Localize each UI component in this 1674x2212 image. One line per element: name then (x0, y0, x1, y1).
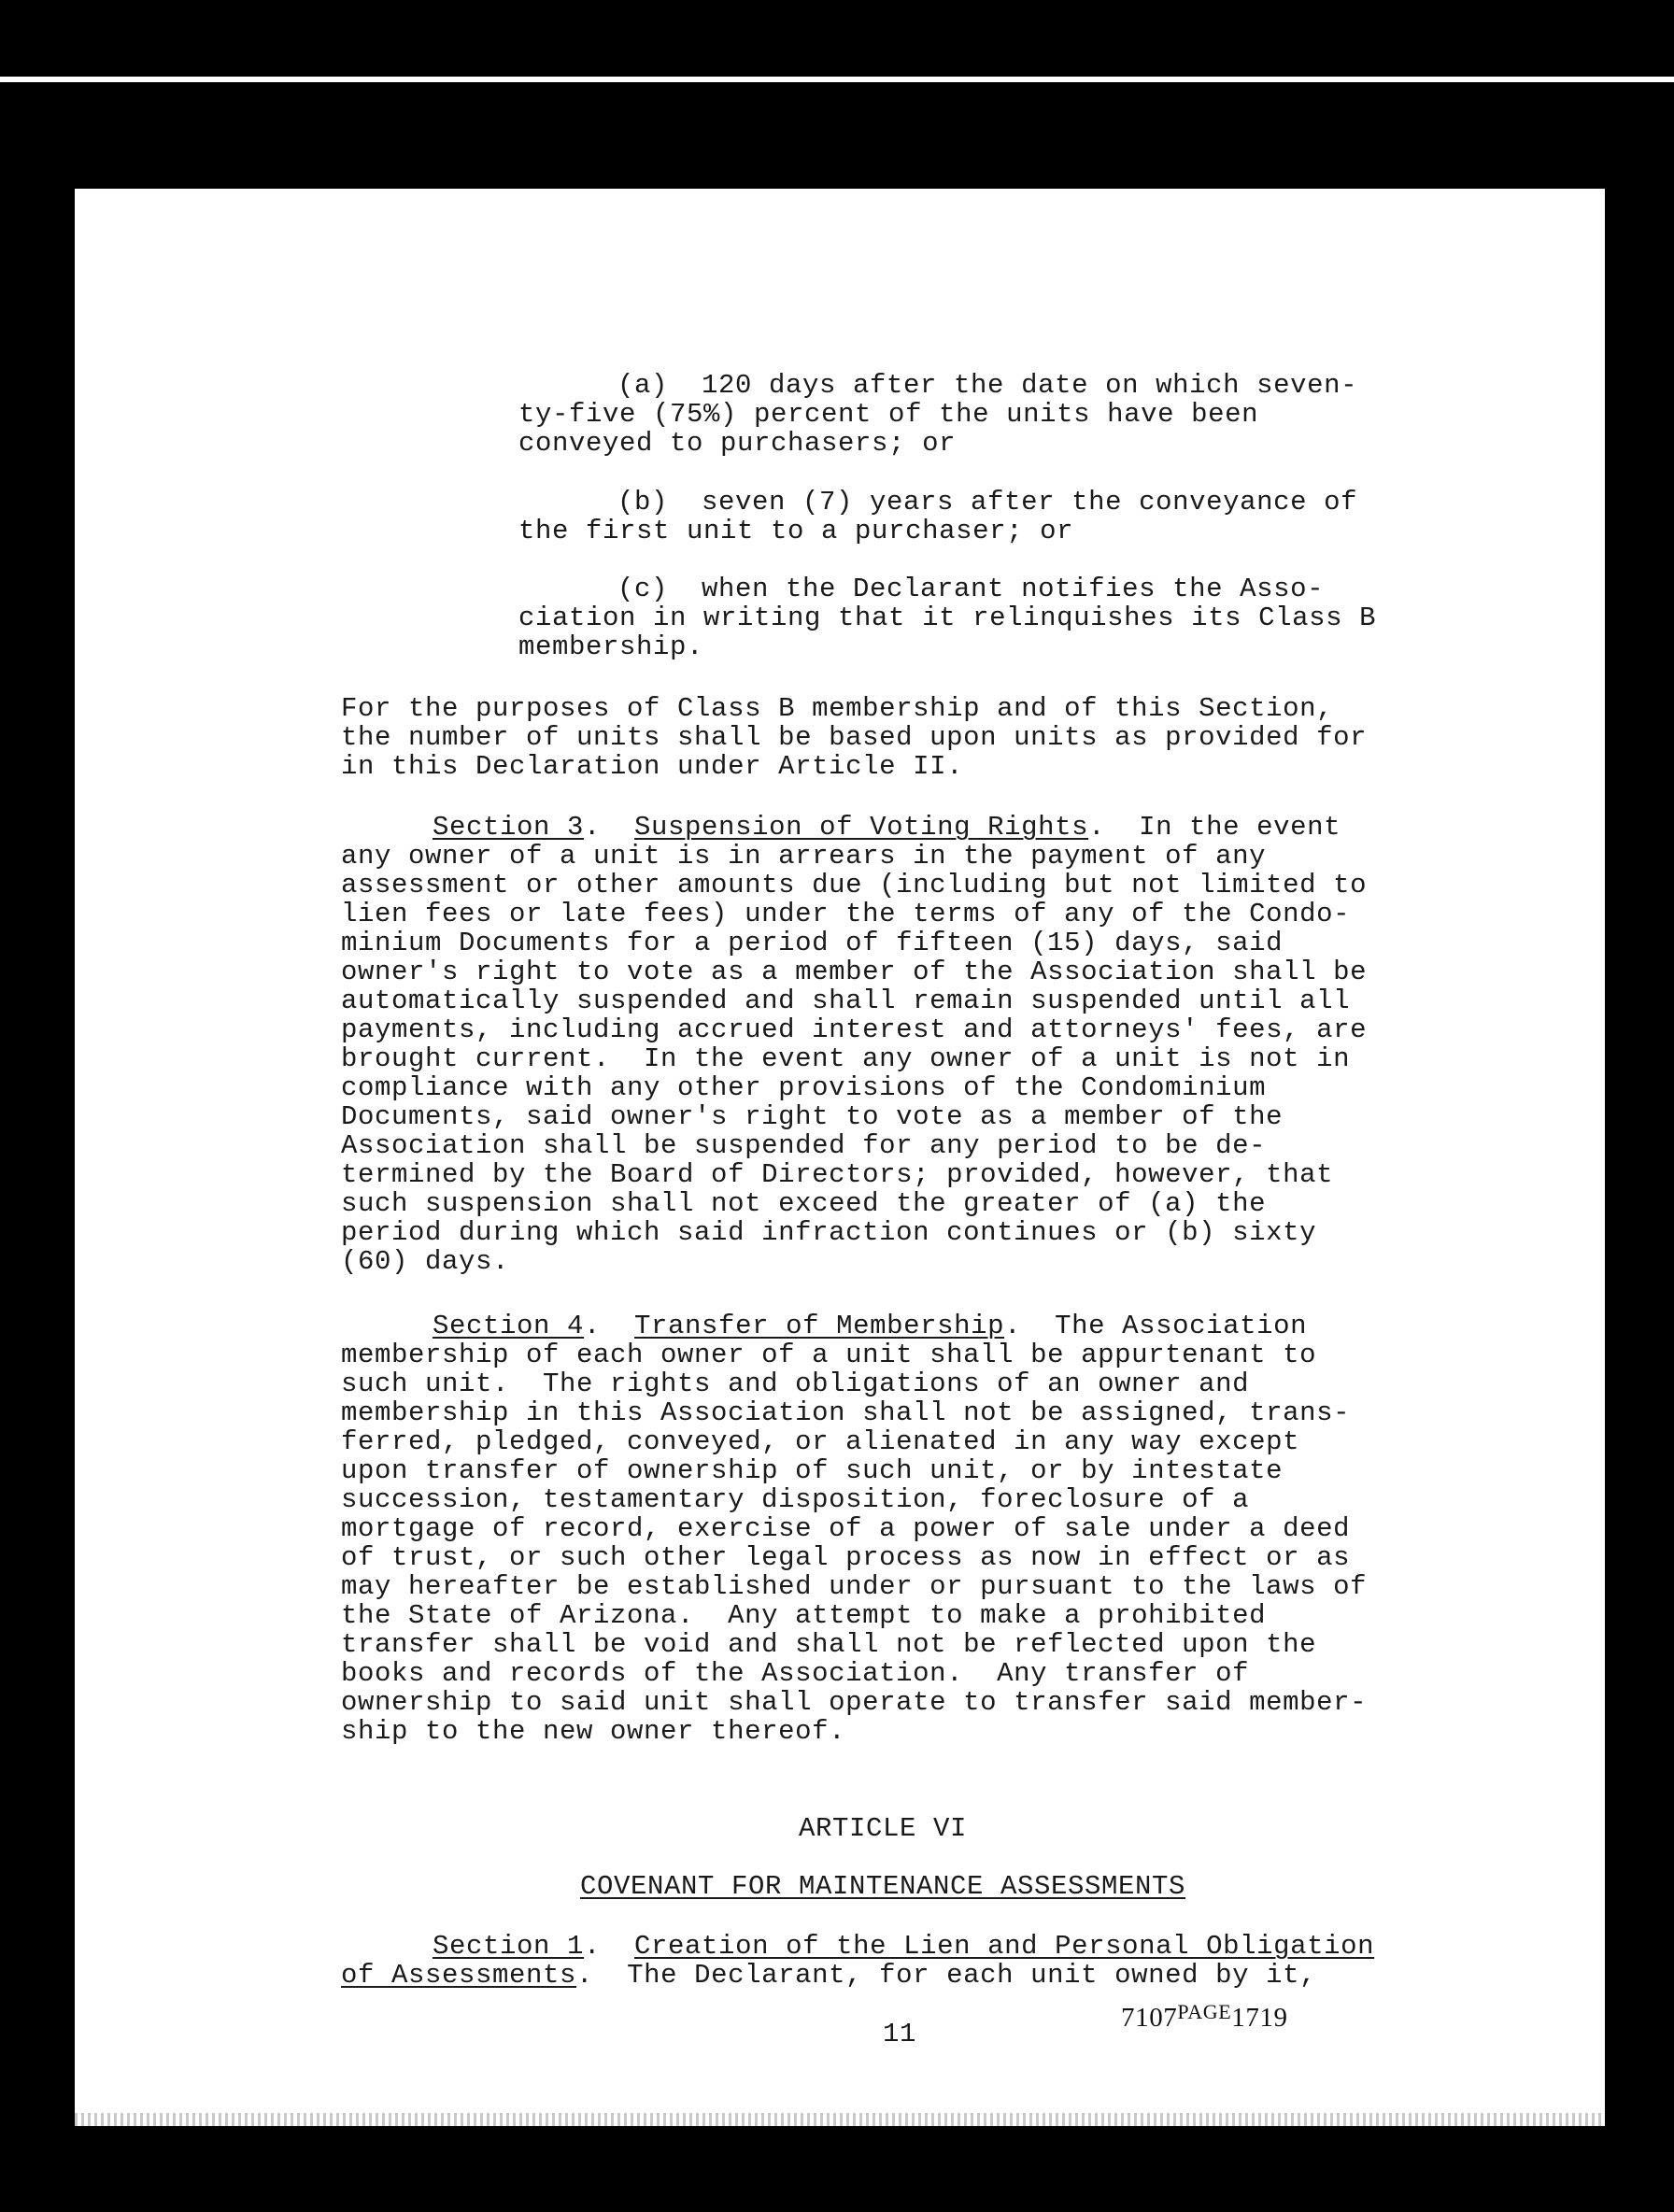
section-3-line: Association shall be suspended for any period to be de- (341, 1130, 1267, 1161)
section-4-line: ferred, pledged, conveyed, or alienated in any way except (341, 1426, 1300, 1457)
section-4-line: membership of each owner of a unit shall be appurtenant to (341, 1340, 1317, 1370)
recording-stamp (1121, 1997, 1288, 2034)
section-4-first-tail: The Association (1055, 1311, 1308, 1341)
article-section-1-number: Section 1 (433, 1931, 585, 1962)
item-c-line-2: ciation in writing that it relinquishes its Class B (518, 603, 1377, 633)
article-section-1-line-2: of Assessments. The Declarant, for each unit owned by it, (341, 1960, 1317, 1991)
section-3-line: owner's right to vote as a member of the Association shall be (341, 957, 1368, 987)
section-4-line: succession, testamentary disposition, foreclosure of a (341, 1484, 1250, 1515)
section-4-line: mortgage of record, exercise of a power of sale under a deed (341, 1513, 1351, 1544)
item-a-line-2: ty-five (75%) percent of the units have been (518, 399, 1259, 430)
section-3-line: payments, including accrued interest and attorneys' fees, are (341, 1014, 1368, 1045)
purposes-line-1: For the purposes of Class B membership and of this Section, (341, 693, 1334, 724)
section-3-line: any owner of a unit is in arrears in the payment of any (341, 841, 1267, 872)
section-4-line: such unit. The rights and obligations of an owner and (341, 1368, 1250, 1399)
article-subheading: COVENANT FOR MAINTENANCE ASSESSMENTS (579, 1871, 1186, 1902)
article-section-1-heading: Section 1. Creation of the Lien and Personal Obligation (433, 1931, 1375, 1962)
item-c-line-3: membership. (518, 631, 704, 662)
section-3-heading: Section 3. Suspension of Voting Rights. In the event (433, 812, 1341, 843)
section-4-line: the State of Arizona. Any attempt to make a prohibited (341, 1600, 1267, 1631)
section-3-line: period during which said infraction continues or (b) sixty (341, 1217, 1317, 1248)
section-3-line: lien fees or late fees) under the terms of any of the Condo- (341, 899, 1351, 929)
section-3-line: such suspension shall not exceed the greater of (a) the (341, 1188, 1267, 1219)
section-3-line: Documents, said owner's right to vote as a member of the (341, 1101, 1284, 1132)
item-b-line-1: (b) seven (7) years after the conveyance of (617, 487, 1358, 518)
section-4-title: Transfer of Membership (634, 1311, 1005, 1341)
item-c-line-1: (c) when the Declarant notifies the Asso- (617, 574, 1325, 604)
section-3-line: automatically suspended and shall remain suspended until all (341, 985, 1351, 1016)
section-3-line: termined by the Board of Directors; provided, however, that (341, 1159, 1334, 1190)
section-4-line: transfer shall be void and shall not be reflected upon the (341, 1629, 1317, 1660)
article-section-1-tail: The Declarant, for each unit owned by it, (627, 1960, 1317, 1991)
purposes-line-2: the number of units shall be based upon units as provided for (341, 722, 1368, 753)
section-4-line: books and records of the Association. Any transfer of (341, 1658, 1250, 1689)
section-4-line: may hereafter be established under or pursuant to the laws of (341, 1571, 1368, 1602)
section-3-line: assessment or other amounts due (including but not limited to (341, 870, 1368, 900)
stamp-page-number: 1719 (1231, 2003, 1288, 2033)
page-number: 11 (883, 2019, 917, 2049)
article-section-1-title-part-1: Creation of the Lien and Personal Obligation (634, 1931, 1375, 1962)
section-3-line: brought current. In the event any owner of a unit is not in (341, 1043, 1351, 1074)
article-heading: ARTICLE VI (798, 1813, 968, 1844)
article-section-1-title-part-2: of Assessments (341, 1960, 577, 1991)
item-b-line-2: the first unit to a purchaser; or (518, 516, 1074, 546)
section-4-heading: Section 4. Transfer of Membership. The Association (433, 1311, 1308, 1341)
section-3-number: Section 3 (433, 812, 585, 843)
section-4-line: of trust, or such other legal process as now in effect or as (341, 1542, 1351, 1573)
section-4-line: ownership to said unit shall operate to transfer said member- (341, 1687, 1368, 1718)
section-4-number: Section 4 (433, 1311, 585, 1341)
section-3-title: Suspension of Voting Rights (634, 812, 1089, 843)
section-3-first-tail: In the event (1139, 812, 1341, 843)
stamp-page-label: PAGE (1177, 2000, 1232, 2023)
section-4-line: ship to the new owner thereof. (341, 1716, 846, 1747)
item-a-line-1: (a) 120 days after the date on which seven- (617, 370, 1358, 401)
section-4-line: upon transfer of ownership of such unit, or by intestate (341, 1455, 1284, 1486)
section-3-line: minium Documents for a period of fifteen (15) days, said (341, 928, 1284, 958)
stamp-book-number: 7107 (1121, 2003, 1178, 2033)
section-3-line: compliance with any other provisions of the Condominium (341, 1072, 1267, 1103)
purposes-line-3: in this Declaration under Article II. (341, 751, 964, 782)
section-4-line: membership in this Association shall not be assigned, trans- (341, 1397, 1351, 1428)
section-3-line: (60) days. (341, 1246, 510, 1277)
item-a-line-3: conveyed to purchasers; or (518, 428, 957, 459)
